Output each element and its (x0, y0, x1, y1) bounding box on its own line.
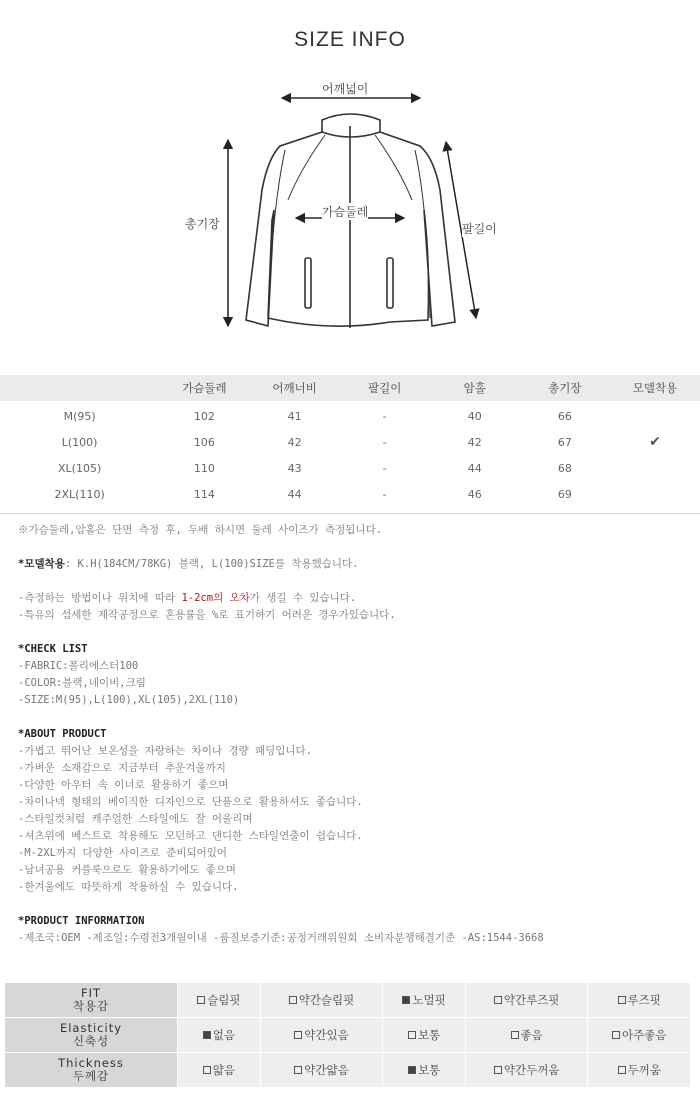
list-item: -한겨울에도 따뜻하게 착용하실 수 있습니다. (18, 881, 239, 893)
elasticity-option (588, 1018, 691, 1053)
elasticity-option (465, 1018, 587, 1053)
header-length: 총기장 (548, 381, 582, 395)
chest-cell: 110 (193, 461, 215, 475)
length-cell: 66 (557, 409, 572, 423)
fit-table (4, 982, 691, 1088)
checkbox-icon (294, 1031, 302, 1039)
list-item: -셔츠위에 베스트로 착용해도 모던하고 댄디한 스타일연출이 쉽습니다. (18, 830, 363, 842)
header-size (0, 375, 159, 401)
checkbox-icon (197, 996, 205, 1004)
checkbox-icon (203, 1066, 211, 1074)
elasticity-option-label: 아주좋음 (621, 1028, 667, 1042)
size-table (0, 375, 700, 514)
error-highlight: 1-2cm의 오차 (181, 592, 250, 604)
thickness-option-label: 얇음 (212, 1063, 235, 1077)
model-check-icon: ✔ (649, 434, 661, 450)
fit-option (383, 983, 466, 1018)
sleeve-cell: - (382, 409, 387, 423)
list-item: -남녀공용 커플룩으로도 활용하기에도 좋으며 (18, 864, 237, 876)
model-cell (610, 481, 700, 507)
elasticity-option-label: 없음 (212, 1028, 235, 1042)
fit-option-label: 노멀핏 (412, 993, 446, 1007)
shoulder-cell: 42 (287, 435, 302, 449)
table-row (0, 455, 700, 481)
checkbox-icon (408, 1031, 416, 1039)
checkbox-icon (618, 1066, 626, 1074)
fit-option-label: 약간루즈핏 (503, 993, 560, 1007)
checkbox-icon (612, 1031, 620, 1039)
measure-note: ※가슴둘레,암홀은 단면 측정 후, 두배 하시면 둘레 사이즈가 측정됩니다. (18, 524, 383, 536)
shoulder-cell: 41 (287, 409, 302, 423)
model-note (18, 556, 688, 573)
list-item: -가볍고 뛰어난 보온성을 자랑하는 차이나 경량 패딩입니다. (18, 745, 313, 757)
info-title: *PRODUCT INFORMATION (18, 915, 145, 927)
thickness-option (465, 1053, 587, 1088)
elasticity-option (178, 1018, 261, 1053)
size-cell: L(100) (61, 435, 98, 449)
fit-option (178, 983, 261, 1018)
thickness-option-label: 두꺼움 (627, 1063, 661, 1077)
thickness-option (383, 1053, 466, 1088)
shoulder-cell: 43 (287, 461, 302, 475)
checkbox-icon (402, 996, 410, 1004)
thickness-row-header (5, 1053, 178, 1088)
fit-option-label: 루즈핏 (627, 993, 661, 1007)
size-cell: 2XL(110) (54, 487, 105, 501)
error-note (18, 590, 688, 607)
length-label: 총기장 (185, 217, 220, 231)
header-model: 모델착용 (632, 381, 678, 395)
checkbox-icon (494, 996, 502, 1004)
about-title: *ABOUT PRODUCT (18, 728, 107, 740)
checkbox-icon (494, 1066, 502, 1074)
sleeve-cell: - (382, 487, 387, 501)
header-sleeve: 팔길이 (368, 381, 402, 395)
fit-row (5, 983, 691, 1018)
chest-cell: 106 (193, 435, 215, 449)
checkbox-icon (511, 1031, 519, 1039)
thickness-option-label: 약간두꺼움 (503, 1063, 560, 1077)
info-text: -제조국:OEM -제조일:수령전3개월이내 -품질보증기준:공정거래위원회 소비자분쟁해결기준 -AS:1544-3668 (18, 932, 544, 944)
fit-option (588, 983, 691, 1018)
shoulder-label: 어깨넓이 (322, 82, 369, 96)
elasticity-option-label: 좋음 (520, 1028, 543, 1042)
elasticity-option (260, 1018, 382, 1053)
list-item: -SIZE:M(95),L(100),XL(105),2XL(110) (18, 694, 240, 706)
length-cell: 67 (557, 435, 572, 449)
sleeve-cell: - (382, 461, 387, 475)
header-chest: 가슴둘레 (182, 381, 227, 395)
header-armhole: 암홀 (463, 381, 486, 395)
checkbox-icon (618, 996, 626, 1004)
armhole-cell: 42 (467, 435, 482, 449)
table-row (0, 401, 700, 429)
list-item: -차이나넥 형태의 베이직한 디자인으로 단품으로 활용하셔도 좋습니다. (18, 796, 363, 808)
blend-note: -특유의 섬세한 제작공정으로 혼용률을 %로 표기하기 어려운 경우가있습니다. (18, 609, 396, 621)
size-table-header (0, 375, 700, 401)
elasticity-option (383, 1018, 466, 1053)
thickness-option (178, 1053, 261, 1088)
checkbox-icon (294, 1066, 302, 1074)
size-cell: M(95) (63, 409, 96, 423)
list-item: -가벼운 소재감으로 지금부터 추운겨울까지 (18, 762, 226, 774)
chest-cell: 114 (193, 487, 215, 501)
list-item: -다양한 아우터 속 이너로 활용하기 좋으며 (18, 779, 229, 791)
error-pre: -측정하는 방법이나 위치에 따라 (18, 592, 182, 604)
fit-row-ko: 착용감 (72, 999, 110, 1013)
thickness-option-label: 보통 (417, 1063, 441, 1077)
page-title: SIZE INFO (294, 28, 406, 51)
table-divider (0, 507, 700, 514)
model-text: : K.H(184CM/78KG) 블랙, L(100)SIZE를 착용했습니다. (64, 558, 359, 570)
size-diagram (0, 60, 700, 360)
thickness-option (260, 1053, 382, 1088)
error-post: 가 생길 수 있습니다. (249, 592, 357, 604)
elasticity-row-ko: 신축성 (72, 1034, 110, 1048)
fit-option-label: 슬림핏 (207, 993, 241, 1007)
chest-label: 가슴둘레 (322, 205, 369, 219)
check-list-title: *CHECK LIST (18, 643, 88, 655)
elasticity-option-label: 보통 (417, 1028, 441, 1042)
thickness-row-en: Thickness (58, 1056, 124, 1070)
size-cell: XL(105) (58, 461, 102, 475)
armhole-cell: 40 (467, 409, 482, 423)
sleeve-cell: - (382, 435, 387, 449)
fit-option-label: 약간슬림핏 (298, 993, 355, 1007)
chest-cell: 102 (193, 409, 215, 423)
fit-option (260, 983, 382, 1018)
product-notes (18, 522, 688, 947)
thickness-option-label: 약간얇음 (304, 1063, 349, 1077)
length-cell: 69 (557, 487, 572, 501)
model-label: *모델착용 (18, 558, 65, 570)
elasticity-row-header (5, 1018, 178, 1053)
checkbox-icon (408, 1066, 416, 1074)
checkbox-icon (203, 1031, 211, 1039)
armhole-cell: 46 (467, 487, 482, 501)
armhole-cell: 44 (467, 461, 482, 475)
model-cell (610, 401, 700, 429)
thickness-row (5, 1053, 691, 1088)
list-item: -COLOR:블랙,네이비,크림 (18, 677, 146, 689)
length-cell: 68 (557, 461, 572, 475)
table-row (0, 481, 700, 507)
list-item: -M-2XL까지 다양한 사이즈로 준비되어있어 (18, 847, 228, 859)
list-item: -FABRIC:폴리에스터100 (18, 660, 139, 672)
checkbox-icon (289, 996, 297, 1004)
thickness-row-ko: 두께감 (72, 1069, 110, 1083)
fit-option (465, 983, 587, 1018)
elasticity-row (5, 1018, 691, 1053)
list-item: -스타일컷처럼 캐주얼한 스타일에도 잘 어울리며 (18, 813, 253, 825)
elasticity-row-en: Elasticity (59, 1021, 123, 1035)
thickness-option (588, 1053, 691, 1088)
table-row (0, 429, 700, 455)
model-cell (610, 455, 700, 481)
header-shoulder: 어깨너비 (272, 381, 317, 395)
elasticity-option-label: 약간있음 (304, 1028, 349, 1042)
fit-row-en: FIT (80, 986, 102, 1000)
shoulder-cell: 44 (287, 487, 302, 501)
fit-row-header (5, 983, 178, 1018)
sleeve-label: 팔길이 (462, 222, 497, 236)
